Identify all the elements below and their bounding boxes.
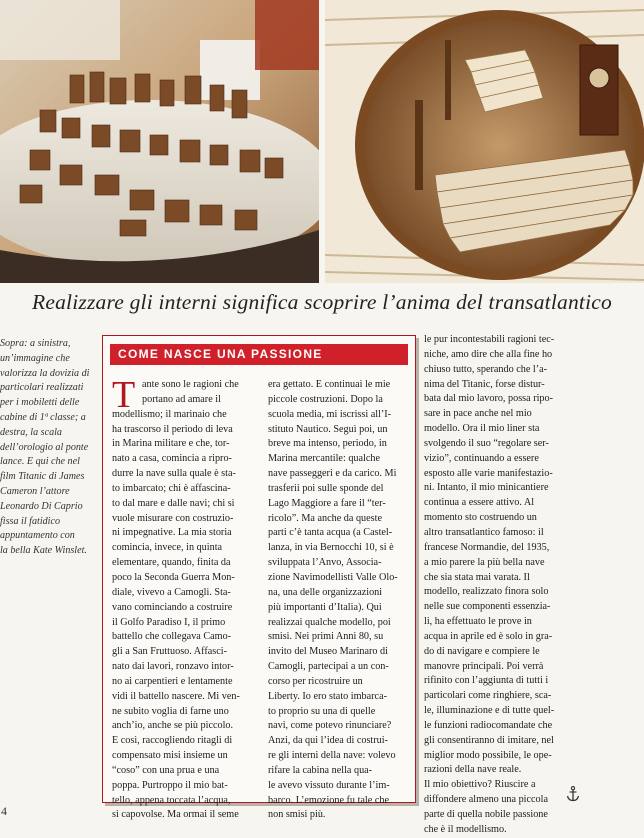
- box-title: COME NASCE UNA PASSIONE: [110, 344, 408, 365]
- page-mark: 4: [1, 804, 7, 818]
- headline: Realizzare gli interni significa scoprire l’anima del transatlantico: [32, 290, 612, 314]
- photo-clock-staircase: [325, 0, 644, 283]
- photo-caption: Sopra: a sinistra, un’immagine che valorizza la dovizia di particolari realizzati per i mobiletti delle cabine di 1ª classe; a destra, la scala dell’orologio al ponte lance. E qui che nel film Titanic di James Cameron l’attore Leonardo Di Caprio fissa il fatidico appuntamento con la bella Kate Winslet.: [0, 338, 90, 557]
- box-column-left: ante sono le ragioni che portano ad amare il modellismo; il marinaio che ha trascorso il periodo di leva in Marina militare e che, tor- nato a casa, comincia a ripro- durre la nave sulla quale è sta- to imbarcato; chi è affascina- to dal mare e dalle navi; chi si vuole misurare con costruzio- ni impegnative. La mia storia comincia, invece, in quinta elementare, quando, finita da poco la Seconda Guerra Mon- diale, vivevo a Camogli. Sta- vano cominciando a costruire il Golfo Paradiso I, il primo battello che collegava Camo- gli a San Fruttuoso. Affasci- nato dai lavori, ronzavo intor- no ai carpentieri e lentamente vidi il battello nascere. Mi ven- ne subito voglia di farne uno anch’io, anche se più piccolo. E così, raccogliendo ritagli di compensato misi insieme un “coso” con una prua e una poppa. Purtroppo il mio bat- tello, appena toccata l’acqua, si capovolse. Ma ormai il seme: [112, 379, 240, 821]
- drop-cap: T: [112, 374, 136, 416]
- anchor-icon: [566, 786, 580, 802]
- photo-cabin-furniture: [0, 0, 319, 283]
- box-column-right: era gettato. E continuai le mie piccole costruzioni. Dopo la scuola media, mi iscrissi all’I- stituto Nautico. Seguì poi, un breve ma intenso, periodo, in Marina mercantile: qualche nave passeggeri e da carico. Mi trasferii poi sulle sponde del Lago Maggiore a fare il “ter- ricolo”. Ma anche da queste parti c’è tanta acqua (a Castel- lanza, in via Bernocchi 10, si è sviluppata l’Anvo, Associa- zione Navimodellisti Valle Olo- na, una delle organizzazioni più importanti d’Italia). Qui realizzai qualche modello, poi smisi. Nei primi Anni 80, su invito del Museo Marinaro di Camogli, partecipai a un con- corso per ricostruire un Liberty. Io ero stato imbarca- to proprio su una di quelle navi, come potevo rinunciare? Anzi, da qui l’idea di costrui- re gli interni della nave: volevo rifare la cabina nella qua- le avevo vissuto durante l’im- barco. L’emozione fu tale che non smisi più.: [268, 379, 398, 821]
- article-column: le pur incontestabili ragioni tec- niche, amo dire che alla fine ho chiuso tutto, sperando che l’a- nima del Titanic, forse distur- bata dal mio lavoro, possa ripo- sare in pace anche nel mio modello. Ora il mio liner sta svolgendo il suo “regolare ser- vizio”, continuando a essere esposto alle varie manifestazio- ni. Intanto, il mio minicantiere continua a essere attivo. Al momento sto costruendo un altro transatlantico famoso: il francese Normandie, del 1935, a mio parere la più bella nave che sia stata mai varata. Il modello, realizzato finora solo nelle sue componenti essenzia- li, ha effettuato le prove in acqua in aprile ed è solo in gra- do di navigare e compiere le manovre principali. Poi verrà rifinito con l’aggiunta di tutti i particolari come ringhiere, sca- le, illuminazione e di tutte quel- le funzioni radiocomandate che gli consentiranno di imitare, nel miglior modo possibile, le ope- razioni della nave reale. Il mio obiettivo? Riuscire a diffondere almeno una piccola parte di quella nobile passione che è il modellismo.: [424, 334, 555, 835]
